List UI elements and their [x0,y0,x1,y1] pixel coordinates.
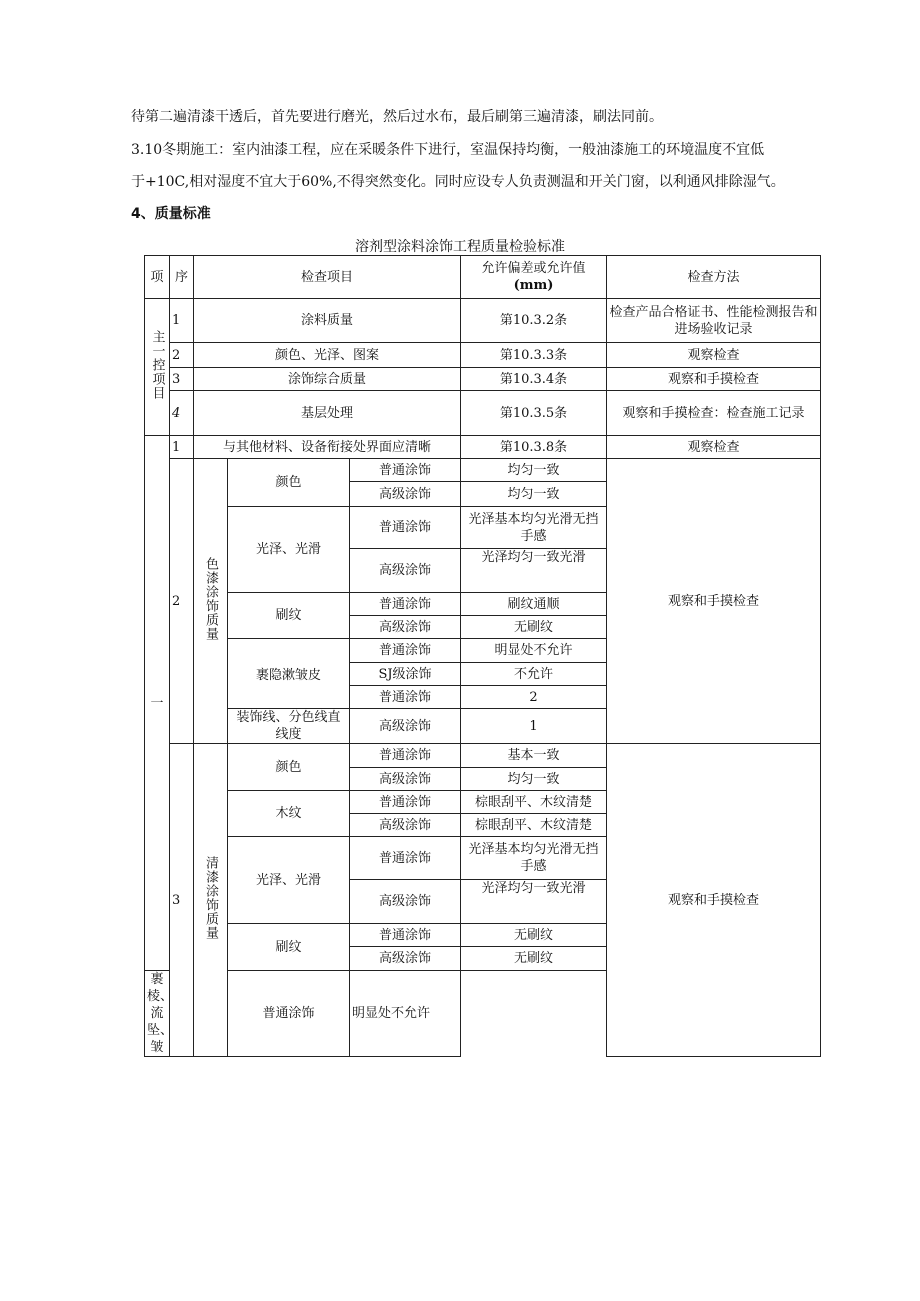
sub-item-cell: 木纹 [228,791,350,837]
main-control-group-label [145,299,170,436]
grade-cell: 高级涂饰 [350,482,461,507]
value-cell: 无刷纹 [461,924,607,947]
grade-cell: 普通涂饰 [350,507,461,549]
value-cell: 第10.3.8条 [461,436,607,459]
table-row [145,459,821,482]
quality-table [144,255,821,1057]
sub-item-cell: 颜色 [228,459,350,507]
table-row [145,391,821,436]
method-cell: 观察和手摸检查 [607,744,821,1057]
value-cell: 第10.3.4条 [461,368,607,391]
value-cell: 光泽均匀一致光滑 [461,549,607,593]
check-item-cell: 基层处理 [194,391,461,436]
grade-cell: 高级涂饰 [350,616,461,639]
grade-cell: 高级涂饰 [350,709,461,744]
grade-cell: 普通涂饰 [350,791,461,814]
value-cell: 不允许 [461,663,607,686]
seq-cell: 2 [170,459,194,744]
paragraph-3: 于+10C,相对湿度不宜大于60%,不得突然变化。同时应设专人负责测温和开关门窗，以利通风排除湿气。 [131,174,785,190]
sub-item-cell: 刷纹 [228,924,350,971]
value-cell: 第10.3.2条 [461,299,607,343]
value-cell: 棕眼刮平、木纹清楚 [461,814,607,837]
sub-item-cell: 刷纹 [228,593,350,639]
header-tolerance [461,256,607,299]
header-seq: 序 [170,256,194,299]
value-cell: 均匀一致 [461,459,607,482]
value-cell: 第10.3.5条 [461,391,607,436]
value-cell: 棕眼刮平、木纹清楚 [461,791,607,814]
seq-cell: 4 [170,391,194,436]
value-cell: 光泽基本均匀光滑无挡手感 [461,837,607,880]
seq-cell: 3 [170,744,194,1057]
value-cell: 明显处不允许 [461,639,607,663]
table-row [145,436,821,459]
value-cell: 无刷纹 [461,616,607,639]
sub-item-cell: 光泽、光滑 [228,507,350,593]
clear-paint-group-label [194,744,228,1057]
general-group-label [145,436,170,971]
table-row [145,343,821,368]
table-header-row [145,256,821,299]
quality-table-container [144,255,820,1055]
grade-cell: SJ级涂饰 [350,663,461,686]
value-cell: 2 [461,686,607,709]
grade-cell: 高级涂饰 [350,549,461,593]
sub-item-cell: 光泽、光滑 [228,837,350,924]
method-cell: 观察和手摸检查 [607,459,821,744]
grade-cell: 高级涂饰 [350,814,461,837]
table-row [145,368,821,391]
sub-item-cell: 裹棱、流坠、皱 [145,971,170,1057]
color-paint-group-text: 色漆涂饰质量 [203,556,218,641]
seq-cell: 3 [170,368,194,391]
sub-item-cell: 颜色 [228,744,350,791]
grade-cell: 普通涂饰 [350,459,461,482]
header-item: 项 [145,256,170,299]
value-cell: 1 [461,709,607,744]
grade-cell: 普通涂饰 [228,971,350,1057]
value-cell: 均匀一致 [461,768,607,791]
paragraph-2: 3.10冬期施工：室内油漆工程，应在采暖条件下进行，室温保持均衡，一般油漆施工的环境温度不宜低 [131,142,765,158]
grade-cell: 普通涂饰 [350,639,461,663]
header-check-item: 检查项目 [194,256,461,299]
method-cell: 观察检查 [607,436,821,459]
grade-cell: 普通涂饰 [350,686,461,709]
value-cell: 均匀一致 [461,482,607,507]
grade-cell: 高级涂饰 [350,768,461,791]
general-group-text: 一 [150,695,164,711]
clear-paint-group-text: 清漆涂饰质量 [203,855,218,940]
header-tolerance-unit: (mm) [513,278,554,293]
grade-cell: 高级涂饰 [350,880,461,924]
check-item-cell: 涂饰综合质量 [194,368,461,391]
value-cell: 无刷纹 [461,947,607,971]
paragraph-1: 待第二遍清漆干透后，首先要进行磨光，然后过水布，最后刷第三遍清漆，刷法同前。 [131,109,663,125]
main-control-group-text: 主一控项目 [149,329,165,400]
check-item-cell: 颜色、光泽、图案 [194,343,461,368]
table-row [145,744,821,768]
value-cell: 刷纹通顺 [461,593,607,616]
method-cell: 观察检查 [607,343,821,368]
header-method: 检查方法 [607,256,821,299]
value-cell: 基本一致 [461,744,607,768]
value-cell: 光泽基本均匀光滑无挡手感 [461,507,607,549]
method-cell: 观察和手摸检查 [607,368,821,391]
header-tolerance-label: 允许偏差或允许值 [481,261,586,276]
value-cell: 光泽均匀一致光滑 [461,880,607,924]
value-cell: 明显处不允许 [350,971,461,1057]
sub-item-cell: 装饰线、分色线直线度 [228,709,350,744]
table-row [145,299,821,343]
check-item-cell: 涂料质量 [194,299,461,343]
seq-cell: 1 [170,299,194,343]
seq-cell: 1 [170,436,194,459]
value-cell: 第10.3.3条 [461,343,607,368]
method-cell: 观察和手摸检查：检查施工记录 [607,391,821,436]
grade-cell: 普通涂饰 [350,924,461,947]
table-caption: 溶剂型涂料涂饰工程质量检验标准 [355,239,565,255]
grade-cell: 普通涂饰 [350,744,461,768]
method-cell: 检查产品合格证书、性能检测报告和进场验收记录 [607,299,821,343]
check-item-cell: 与其他材料、设备衔接处界面应清晰 [194,436,461,459]
grade-cell: 普通涂饰 [350,593,461,616]
section-heading: 4、质量标准 [131,206,211,222]
grade-cell: 普通涂饰 [350,837,461,880]
grade-cell: 高级涂饰 [350,947,461,971]
seq-cell: 2 [170,343,194,368]
color-paint-group-label [194,459,228,744]
sub-item-cell: 裹隐漱皱皮 [228,639,350,709]
